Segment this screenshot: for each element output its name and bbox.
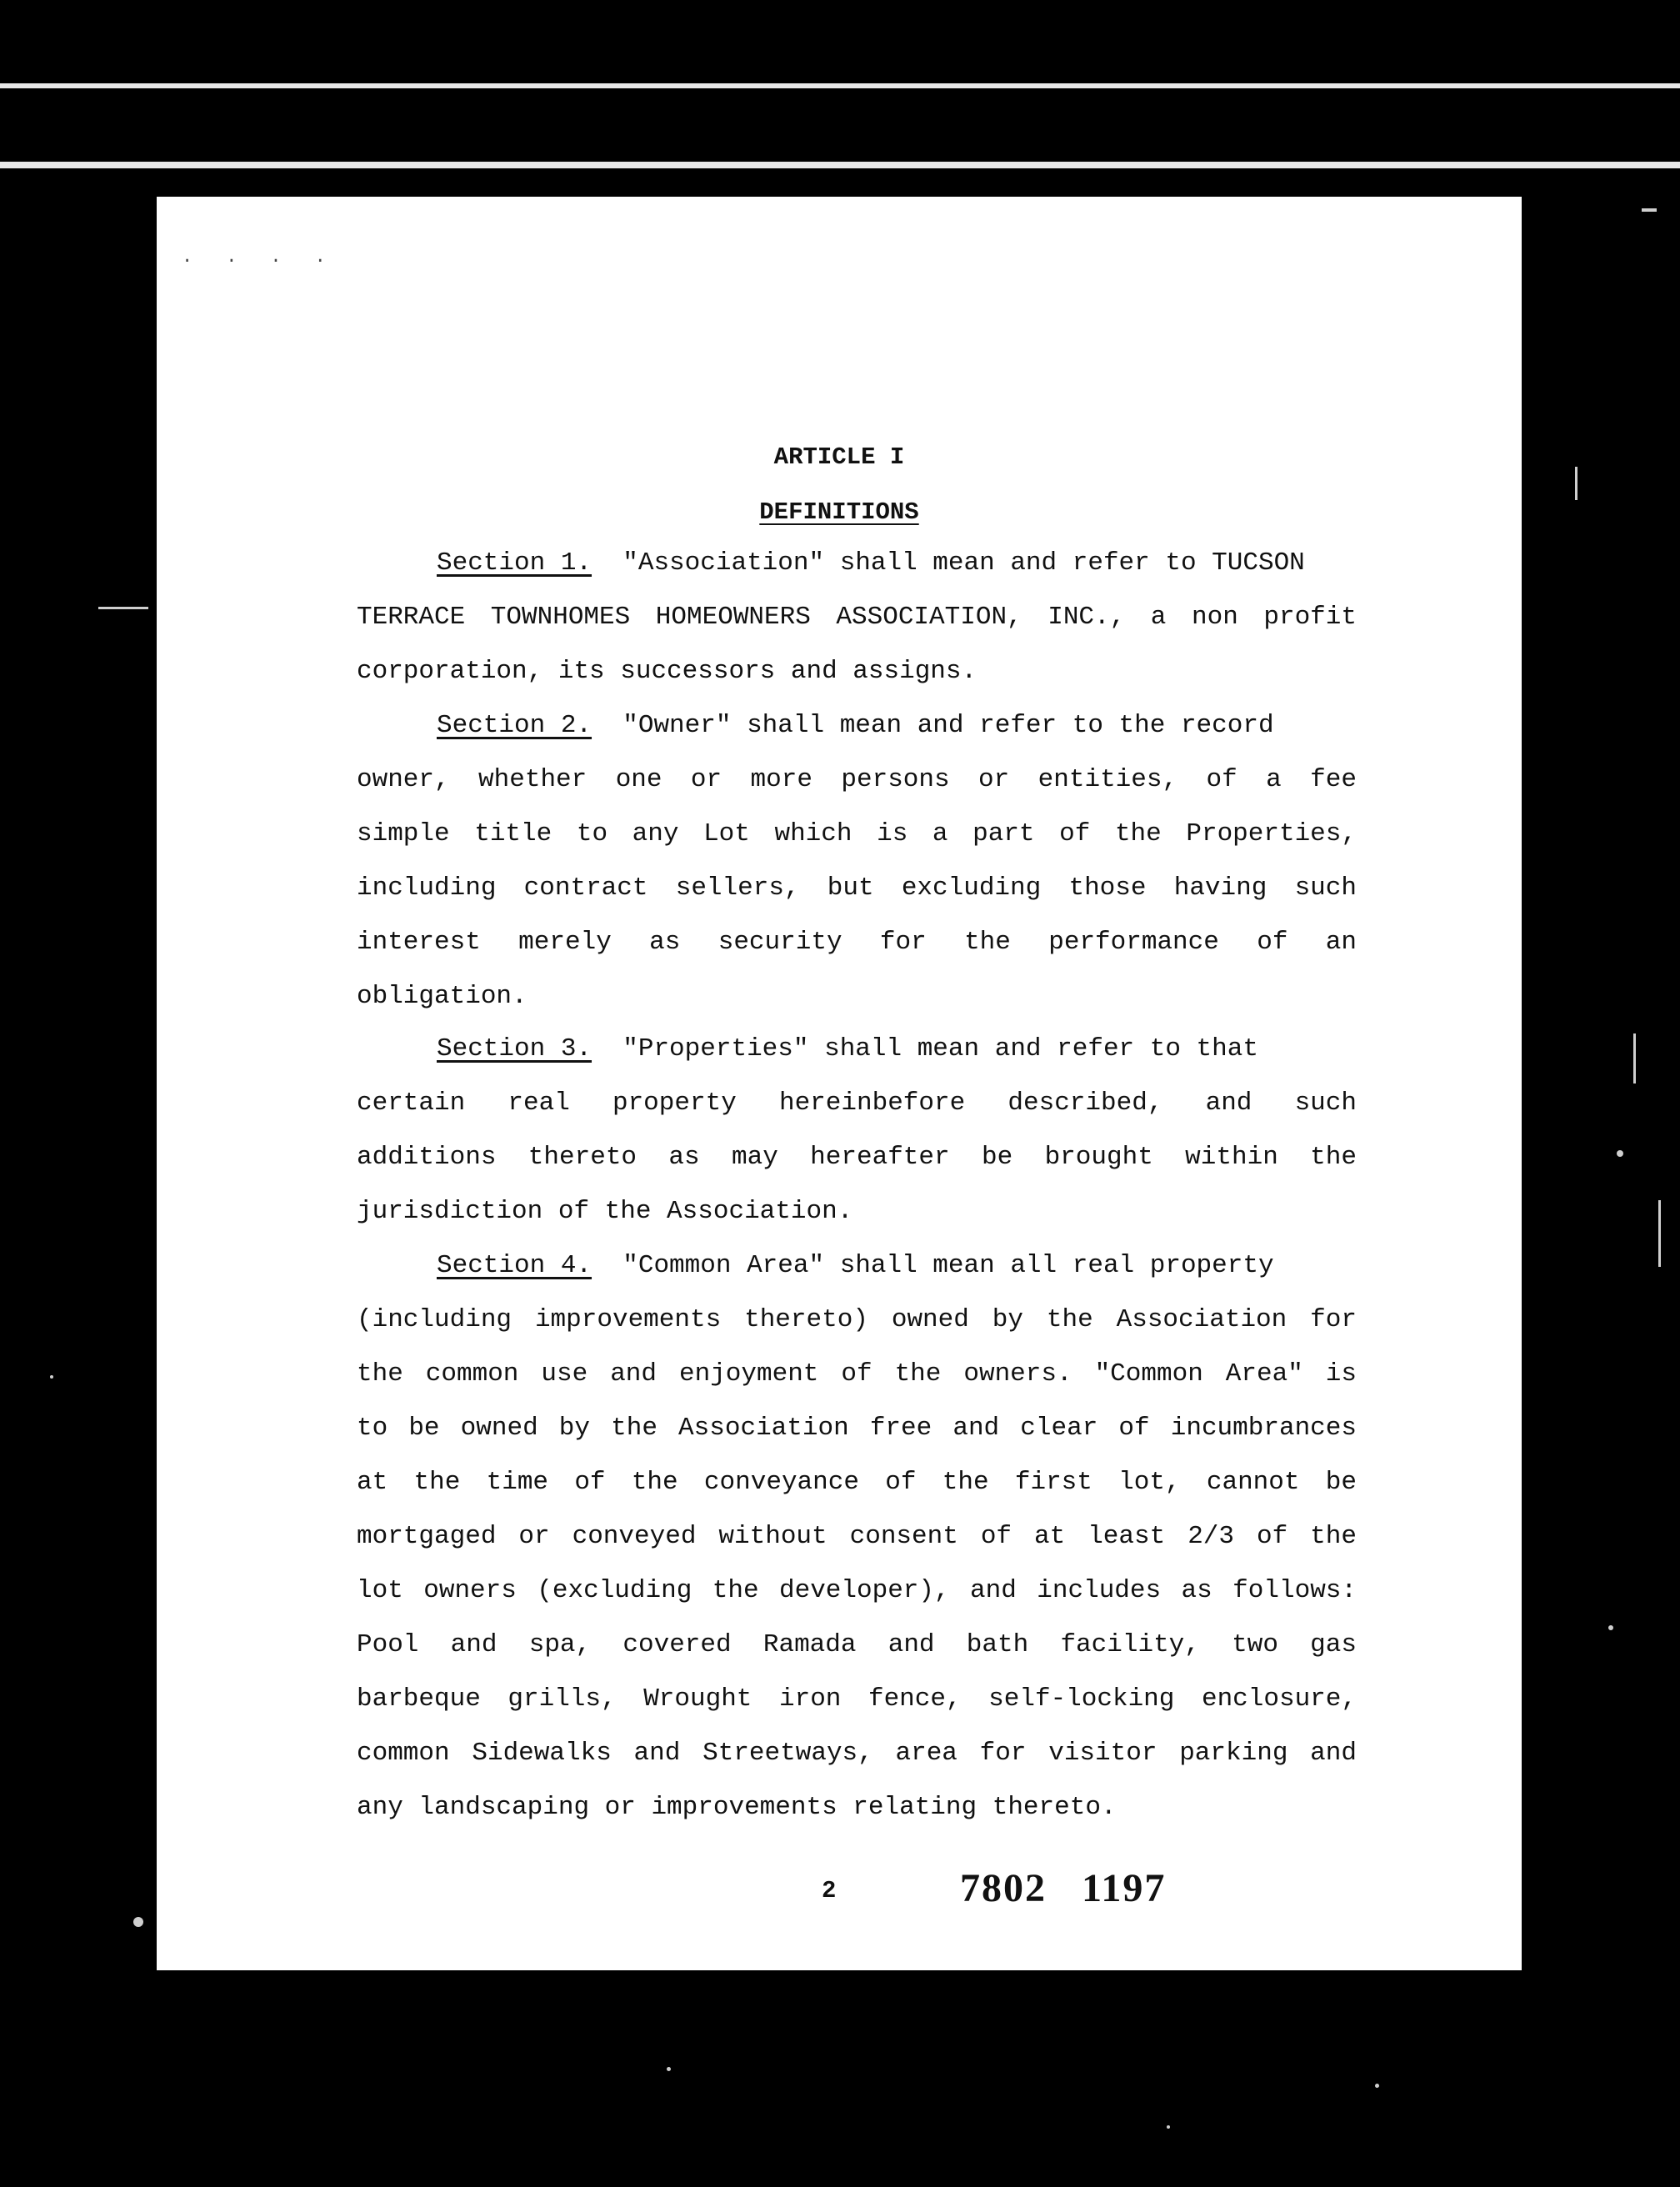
section-3-text: "Properties" shall mean and refer to that <box>622 1034 1258 1063</box>
section-4-line: common Sidewalks and Streetways, area for visitor parking and <box>357 1739 1357 1768</box>
section-4-line: barbeque grills, Wrought iron fence, self-locking enclosure, <box>357 1684 1357 1714</box>
section-1-line: TERRACE TOWNHOMES HOMEOWNERS ASSOCIATION, INC., a non profit <box>357 603 1357 632</box>
section-4-first-line <box>437 1249 1357 1283</box>
section-4-line: at the time of the conveyance of the first lot, cannot be <box>357 1468 1357 1497</box>
section-4-line: the common use and enjoyment of the owners. "Common Area" is <box>357 1359 1357 1389</box>
scan-speck <box>1633 1033 1636 1083</box>
definitions-heading: DEFINITIONS <box>759 498 919 526</box>
section-4-line: Pool and spa, covered Ramada and bath facility, two gas <box>357 1630 1357 1659</box>
scan-speck <box>1167 2125 1170 2129</box>
section-1-first-line <box>437 547 1357 580</box>
section-1-text: "Association" shall mean and refer to TUCSON <box>622 548 1305 578</box>
section-4-label: Section 4. <box>437 1251 592 1280</box>
section-2-label: Section 2. <box>437 711 592 740</box>
scan-speck <box>50 1375 53 1379</box>
scan-band-top <box>0 83 1680 88</box>
section-2-line: obligation. <box>357 982 528 1011</box>
article-title: ARTICLE I <box>773 443 905 471</box>
scan-speck <box>98 607 148 609</box>
section-2-first-line <box>437 709 1357 743</box>
section-3-line: certain real property hereinbefore described, and such <box>357 1088 1357 1118</box>
scan-speck <box>1575 467 1578 500</box>
scan-dots: .... <box>182 247 359 268</box>
scan-speck <box>133 1917 143 1927</box>
scan-speck <box>667 2067 671 2071</box>
scan-speck <box>1375 2084 1379 2088</box>
section-2-line: owner, whether one or more persons or entities, of a fee <box>357 765 1357 794</box>
section-2-line: including contract sellers, but excluding those having such <box>357 873 1357 903</box>
section-3-line: jurisdiction of the Association. <box>357 1197 853 1226</box>
section-4-text: "Common Area" shall mean all real property <box>622 1251 1274 1280</box>
section-4-line: to be owned by the Association free and clear of incumbrances <box>357 1414 1357 1443</box>
section-3-first-line <box>437 1033 1357 1066</box>
section-2-line: interest merely as security for the performance of an <box>357 928 1357 957</box>
section-4-line: any landscaping or improvements relating thereto. <box>357 1793 1117 1822</box>
docket-number: 7802 1197 <box>960 1866 1167 1910</box>
section-2-text: "Owner" shall mean and refer to the record <box>622 711 1274 740</box>
scan-speck <box>1642 208 1657 212</box>
section-2-line: simple title to any Lot which is a part of the Properties, <box>357 819 1357 848</box>
section-3-line: additions thereto as may hereafter be brought within the <box>357 1143 1357 1172</box>
scan-speck <box>1617 1150 1623 1157</box>
section-4-line: lot owners (excluding the developer), and includes as follows: <box>357 1576 1357 1605</box>
scan-speck <box>1608 1625 1613 1630</box>
scan-band-lower <box>0 162 1680 168</box>
section-4-line: mortgaged or conveyed without consent of at least 2/3 of the <box>357 1522 1357 1551</box>
page-number: 2 <box>822 1877 837 1904</box>
section-3-label: Section 3. <box>437 1034 592 1063</box>
scan-speck <box>1658 1200 1661 1267</box>
document-page <box>157 197 1522 1970</box>
section-1-line: corporation, its successors and assigns. <box>357 657 978 686</box>
section-4-line: (including improvements thereto) owned by the Association for <box>357 1305 1357 1334</box>
section-1-label: Section 1. <box>437 548 592 578</box>
